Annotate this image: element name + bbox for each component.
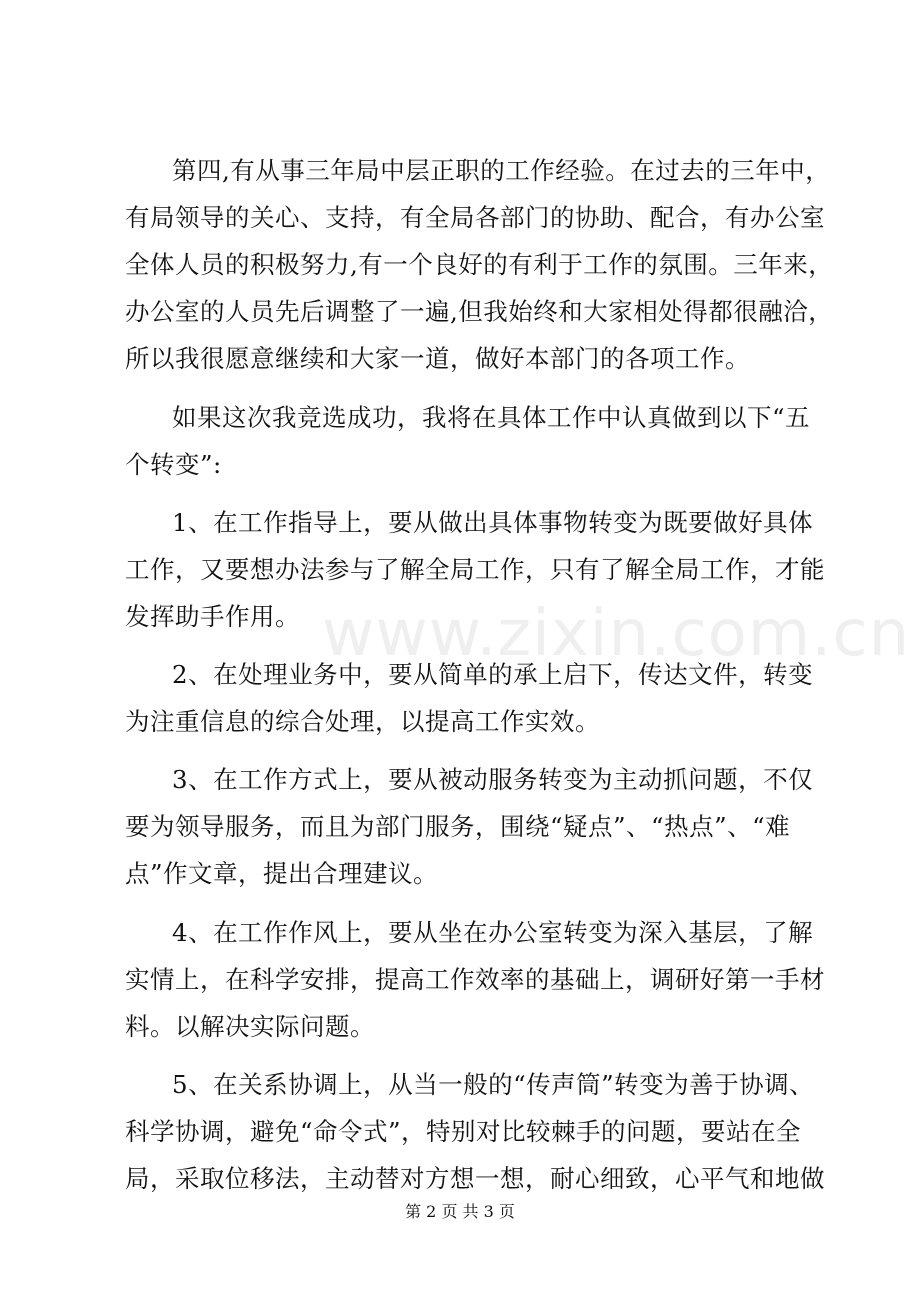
text-line-8: 1、在工作指导上，要从做出具体事物转变为既要做好具体 [172, 508, 814, 537]
text-line-12: 为注重信息的综合处理，以提高工作实效。 [125, 707, 600, 736]
text-line-21: 局，采取位移法，主动替对方想一想，耐心细致，心平气和地做 [125, 1164, 825, 1193]
text-line-18: 料。以解决实际问题。 [125, 1012, 375, 1041]
text-line-1: 第四,有从事三年局中层正职的工作经验。在过去的三年中， [172, 156, 831, 185]
text-line-17: 实情上，在科学安排，提高工作效率的基础上，调研好第一手材 [125, 965, 825, 994]
text-line-6: 如果这次我竞选成功，我将在具体工作中认真做到以下“五 [172, 403, 811, 432]
watermark: www.zixin.com.cn [322, 597, 911, 671]
text-line-16: 4、在工作作风上，要从坐在办公室转变为深入基层，了解 [172, 918, 814, 947]
text-line-20: 科学协调，避免“命令式”，特别对比较棘手的问题，要站在全 [125, 1117, 802, 1146]
text-line-10: 发挥助手作用。 [125, 602, 300, 631]
text-line-11: 2、在处理业务中，要从简单的承上启下，传达文件，转变 [172, 660, 814, 689]
text-line-7: 个转变”: [125, 450, 222, 479]
text-line-19: 5、在关系协调上，从当一般的“传声筒”转变为善于协调、 [172, 1070, 815, 1099]
text-line-5: 所以我很愿意继续和大家一道，做好本部门的各项工作。 [125, 344, 750, 373]
text-line-2: 有局领导的关心、支持，有全局各部门的协助、配合，有办公室 [125, 203, 825, 232]
text-line-9: 工作，又要想办法参与了解全局工作，只有了解全局工作，才能 [125, 555, 825, 584]
text-line-15: 点”作文章，提出合理建议。 [125, 859, 439, 888]
page-footer: 第 2 页 共 3 页 [405, 1202, 515, 1221]
text-line-4: 办公室的人员先后调整了一遍,但我始终和大家相处得都很融洽， [125, 297, 834, 326]
text-line-14: 要为领导服务，而且为部门服务，围绕“疑点”、“热点”、“难 [125, 812, 791, 841]
text-line-3: 全体人员的积极努力,有一个良好的有利于工作的氛围。三年来， [125, 250, 834, 279]
text-line-13: 3、在工作方式上，要从被动服务转变为主动抓问题，不仅 [172, 765, 814, 794]
